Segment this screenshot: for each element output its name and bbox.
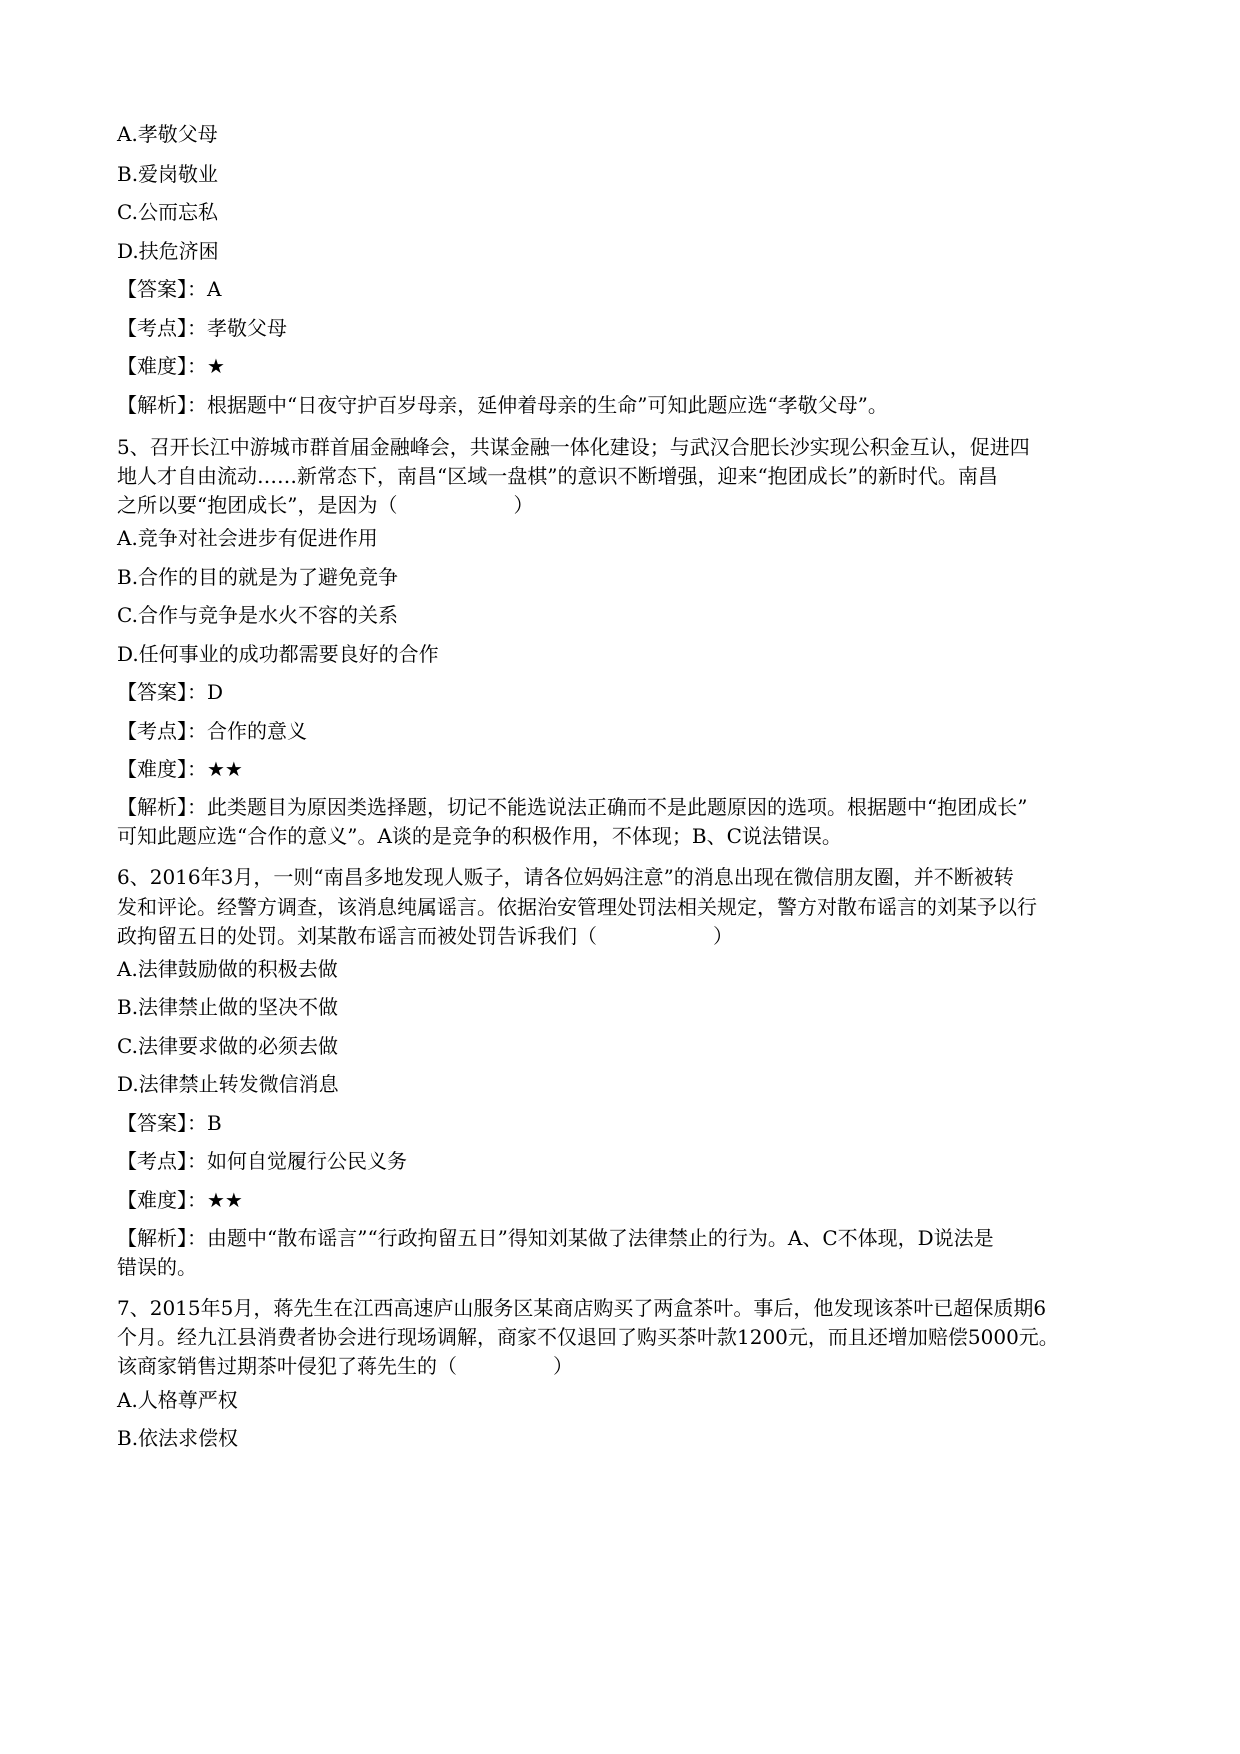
- q5-analysis-line-2: 可知此题应选“合作的意义”。A谈的是竞争的积极作用，不体现；B、C说法错误。: [117, 824, 842, 848]
- q6-stem-text: 政拘留五日的处罚。刘某散布谣言而被处罚告诉我们（: [117, 924, 597, 948]
- q6-option-d: D.法律禁止转发微信消息: [117, 1072, 339, 1096]
- q4-option-c: C.公而忘私: [117, 200, 218, 224]
- q5-stem-line-3: [117, 490, 1127, 520]
- q6-difficulty-label: 【难度】：: [117, 1188, 207, 1212]
- q4-analysis: 【解析】：根据题中“日夜守护百岁母亲，延伸着母亲的生命”可知此题应选“孝敬父母”。: [117, 393, 888, 417]
- q6-stem-close: ）: [713, 924, 733, 948]
- q5-difficulty-label: 【难度】：: [117, 757, 207, 781]
- q5-answer: 【答案】：D: [117, 680, 224, 704]
- q6-analysis-line-2: 错误的。: [117, 1255, 197, 1279]
- q5-difficulty: [117, 754, 1127, 784]
- q4-option-d: D.扶危济困: [117, 239, 219, 263]
- q6-option-c: C.法律要求做的必须去做: [117, 1034, 338, 1058]
- star-icon: ★: [207, 354, 225, 378]
- q6-option-b: B.法律禁止做的坚决不做: [117, 995, 339, 1019]
- q5-option-c: C.合作与竞争是水火不容的关系: [117, 603, 398, 627]
- q7-option-b: B.依法求偿权: [117, 1426, 239, 1450]
- q7-stem-line-2: 个月。经九江县消费者协会进行现场调解，商家不仅退回了购买茶叶款1200元，而且还增加赔偿5000元。: [117, 1325, 1059, 1349]
- q4-difficulty-label: 【难度】：: [117, 354, 207, 378]
- q5-stem-line-2: 地人才自由流动……新常态下，南昌“区域一盘棋”的意识不断增强，迎来“抱团成长”的新时代。南昌: [117, 464, 998, 488]
- q5-analysis-line-1: 【解析】：此类题目为原因类选择题，切记不能选说法正确而不是此题原因的选项。根据题中“抱团成长”: [117, 795, 1028, 819]
- q7-stem-close: ）: [553, 1354, 573, 1378]
- star-icon: ★★: [207, 1188, 243, 1212]
- q4-difficulty: [117, 351, 1127, 381]
- q5-option-d: D.任何事业的成功都需要良好的合作: [117, 642, 439, 666]
- q4-kaodian: 【考点】：孝敬父母: [117, 316, 287, 340]
- q6-analysis-line-1: 【解析】：由题中“散布谣言”“行政拘留五日”得知刘某做了法律禁止的行为。A、C不体现，D说法是: [117, 1226, 994, 1250]
- q5-stem-close: ）: [513, 493, 534, 517]
- q6-answer: 【答案】：B: [117, 1111, 222, 1135]
- q7-stem-line-3: [117, 1351, 1127, 1381]
- q4-answer: 【答案】：A: [117, 277, 222, 301]
- q6-stem-line-3: [117, 921, 1127, 951]
- q7-stem-text: 该商家销售过期茶叶侵犯了蒋先生的（: [117, 1354, 457, 1378]
- q5-option-b: B.合作的目的就是为了避免竞争: [117, 565, 399, 589]
- q6-difficulty: [117, 1185, 1127, 1215]
- q5-option-a: A.竞争对社会进步有促进作用: [117, 526, 378, 550]
- q7-option-a: A.人格尊严权: [117, 1388, 238, 1412]
- q5-kaodian: 【考点】：合作的意义: [117, 719, 307, 743]
- q4-option-a: A.孝敬父母: [117, 122, 218, 146]
- q6-option-a: A.法律鼓励做的积极去做: [117, 957, 338, 981]
- q6-kaodian: 【考点】：如何自觉履行公民义务: [117, 1149, 407, 1173]
- q5-stem-line-1: 5、召开长江中游城市群首届金融峰会，共谋金融一体化建设；与武汉合肥长沙实现公积金互认，促进四: [117, 435, 1030, 459]
- q6-stem-line-2: 发和评论。经警方调查，该消息纯属谣言。依据治安管理处罚法相关规定，警方对散布谣言的刘某予以行: [117, 895, 1037, 919]
- q7-stem-line-1: 7、2015年5月，蒋先生在江西高速庐山服务区某商店购买了两盒茶叶。事后，他发现该茶叶已超保质期6: [117, 1296, 1047, 1320]
- q4-option-b: B.爱岗敬业: [117, 162, 219, 186]
- q5-stem-text: 之所以要“抱团成长”，是因为（: [117, 493, 398, 517]
- star-icon: ★★: [207, 757, 243, 781]
- q6-stem-line-1: 6、2016年3月，一则“南昌多地发现人贩子，请各位妈妈注意”的消息出现在微信朋友圈，并不断被转: [117, 865, 1014, 889]
